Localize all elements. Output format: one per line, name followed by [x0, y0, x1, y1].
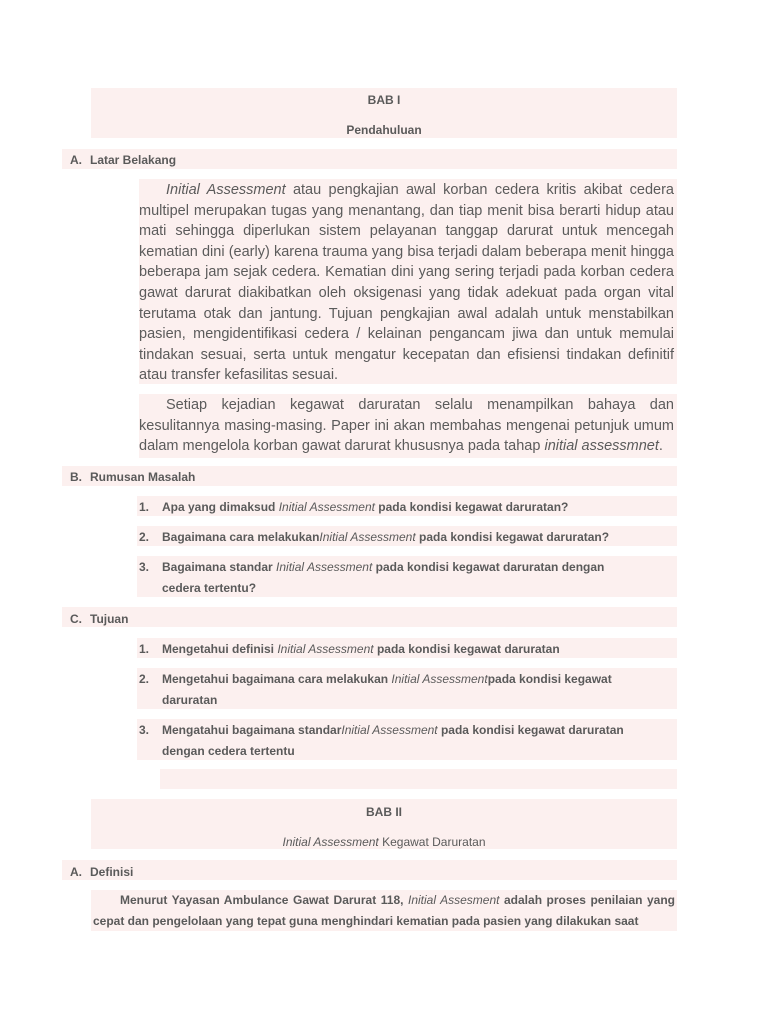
- para2-text: Setiap kejadian kegawat daruratan selalu menampilkan bahaya dan kesulitannya masing-masing. Paper ini akan membahas mengenai petunjuk umum dalam mengelola korban gawat darurat khususnya pada tahap: [139, 397, 674, 455]
- latar-belakang-paragraph-1: [139, 180, 674, 386]
- item-text: Bagaimana standar: [162, 560, 277, 574]
- definisi-text: Menurut Yayasan Ambulance Gawat Darurat 118,: [120, 893, 408, 907]
- item-text: Mengetahui bagaimana cara melakukan: [162, 672, 392, 686]
- list-number: 2.: [139, 530, 150, 544]
- item-text: pada kondisi kegawat daruratan?: [374, 500, 569, 514]
- definisi-heading: [70, 865, 133, 879]
- list-item: [139, 527, 669, 547]
- section-b-heading: [70, 470, 195, 484]
- item-emphasis: Initial Assessment: [277, 642, 374, 656]
- item-text: Bagaimana cara melakukan: [162, 530, 320, 544]
- list-number: 3.: [139, 560, 150, 574]
- section-c-title: Tujuan: [90, 612, 129, 626]
- para1-text: atau pengkajian awal korban cedera kritis akibat cedera multipel merupakan tugas yang menantang, dan tiap menit bisa berarti hidup atau mati sehingga diperlukan sistem pelayanan tanggap darurat untuk mencegah kematian dini (early) karena trauma yang bisa terjadi dalam beberapa menit hingga beberapa jam sejak cedera. Kematian dini yang sering terjadi pada korban cedera gawat darurat diakibatkan oleh oksigenasi yang tidak adekuat pada organ vital terutama otak dan jantung. Tujuan pengkajian awal adalah untuk menstabilkan pasien, mengidentifikasi cedera / kelainan pengancam jiwa dan untuk memulai tindakan sesuai, serta untuk mengatur kecepatan dan efisiensi tindakan definitif atau transfer kefasilitas sesuai.: [139, 182, 674, 384]
- definisi-title: Definisi: [90, 865, 134, 879]
- bab1-subheading: Pendahuluan: [346, 123, 422, 137]
- para1-emphasis: Initial Assessment: [166, 182, 286, 198]
- list-item: [139, 720, 669, 761]
- item-text: pada kondisi kegawat daruratan dengan cedera tertentu: [162, 723, 624, 758]
- item-emphasis: Initial Assessment: [319, 530, 416, 544]
- bab2-subheading: [91, 835, 677, 849]
- section-c-heading: [70, 612, 128, 626]
- empty-line-band: [160, 769, 677, 789]
- list-number: 1.: [139, 500, 150, 514]
- list-number: 2.: [139, 672, 150, 686]
- item-text: pada kondisi kegawat daruratan dengan cedera tertentu?: [162, 560, 605, 595]
- definisi-band: [62, 860, 677, 880]
- item-emphasis: Initial Assessment: [278, 500, 375, 514]
- bab2-subheading-text: Kegawat Daruratan: [378, 835, 486, 849]
- definisi-paragraph: [93, 890, 675, 932]
- section-a-label: A.: [70, 153, 82, 167]
- para2-end: .: [658, 438, 663, 455]
- list-item: [139, 639, 669, 659]
- definisi-label: A.: [70, 865, 82, 879]
- section-b-label: B.: [70, 470, 82, 484]
- section-c-label: C.: [70, 612, 82, 626]
- item-emphasis: Initial Assessment: [341, 723, 438, 737]
- section-b-title: Rumusan Masalah: [90, 470, 196, 484]
- list-item: [139, 669, 669, 710]
- item-text: Apa yang dimaksud: [162, 500, 279, 514]
- para2-emphasis: initial assessmnet: [544, 438, 659, 455]
- section-a-heading: [70, 153, 176, 167]
- list-item: [139, 557, 669, 598]
- item-text: pada kondisi kegawat daruratan?: [415, 530, 610, 544]
- bab2-subheading-emphasis: Initial Assessment: [282, 835, 379, 849]
- list-number: 3.: [139, 723, 150, 737]
- section-c-band: [62, 607, 677, 627]
- item-text: Mengatahui bagaimana standar: [162, 723, 342, 737]
- list-item: [139, 497, 669, 517]
- list-number: 1.: [139, 642, 150, 656]
- item-emphasis: Initial Assessment: [276, 560, 373, 574]
- definisi-emphasis: Initial Assesment: [408, 893, 500, 907]
- section-a-title: Latar Belakang: [90, 153, 177, 167]
- bab2-heading: BAB II: [366, 805, 402, 819]
- bab1-heading: BAB I: [367, 93, 401, 107]
- item-emphasis: Initial Assessment: [391, 672, 488, 686]
- definisi-text: adalah proses penilaian yang cepat dan pengelolaan yang tepat guna menghindari kematian pada pasien yang dilakukan saat: [93, 893, 675, 928]
- item-text: pada kondisi kegawat daruratan: [373, 642, 560, 656]
- item-text: Mengetahui definisi: [162, 642, 278, 656]
- latar-belakang-paragraph-2: [139, 395, 674, 457]
- item-text: pada kondisi kegawat daruratan: [162, 672, 612, 707]
